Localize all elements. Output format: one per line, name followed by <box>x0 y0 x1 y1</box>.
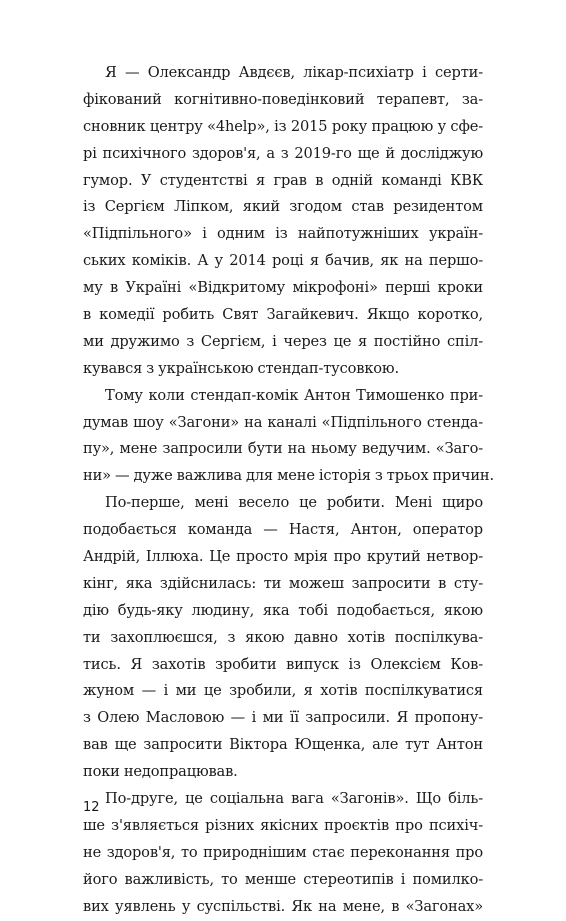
paragraph-line: не здоров'я, то природнішим стає переконання про <box>83 843 483 861</box>
paragraph-line: дію будь-яку людину, яка тобі подобається, якою <box>83 601 483 619</box>
paragraph-line: ських коміків. А у 2014 році я бачив, як на першо- <box>83 252 483 270</box>
paragraph-line: По-друге, це соціальна вага «Загонів». Що біль- <box>105 790 483 808</box>
paragraph-line: жуном — і ми це зробили, я хотів поспілкуватися <box>83 682 483 700</box>
paragraph-line: вих уявлень у суспільстві. Як на мене, в «Загонах» <box>83 897 483 915</box>
paragraph-line: кувався з українською стендап-тусовкою. <box>83 359 399 377</box>
body-text <box>83 60 494 921</box>
paragraph-line: Андрій, Іллюха. Це просто мрія про крутий нетвор- <box>83 548 483 566</box>
paragraph-line: його важливість, то менше стереотипів і помилко- <box>83 870 483 888</box>
paragraph-line: в комедії робить Свят Загайкевич. Якщо коротко, <box>83 306 483 324</box>
paragraph-line: кінг, яка здійснилась: ти можеш запросити в сту- <box>83 574 483 592</box>
paragraph-line: ше з'являється різних якісних проєктів про психіч- <box>83 816 483 834</box>
paragraph-line: поки недопрацював. <box>83 763 238 781</box>
paragraph-line: ти захоплюєшся, з якою давно хотів поспілкува- <box>83 628 483 646</box>
paragraph-line: подобається команда — Настя, Антон, оператор <box>83 521 483 539</box>
paragraph-line: По-перше, мені весело це робити. Мені щиро <box>105 494 483 512</box>
paragraph-line: пу», мене запросили бути на ньому ведучим. «Заго- <box>83 440 483 458</box>
paragraph-line: фікований когнітивно-поведінковий терапевт, за- <box>83 90 483 108</box>
paragraph-line: му в Україні «Відкритому мікрофоні» перші кроки <box>83 279 483 297</box>
paragraph-line: думав шоу «Загони» на каналі «Підпільного стенда- <box>83 413 483 431</box>
paragraph-line: Тому коли стендап-комік Антон Тимошенко при- <box>105 386 483 404</box>
paragraph-line: ми дружимо з Сергієм, і через це я постійно спіл- <box>83 332 483 350</box>
paragraph-line: «Підпільного» і одним із найпотужніших україн- <box>83 225 483 243</box>
paragraph-line: Я — Олександр Авдєєв, лікар-психіатр і серти- <box>105 64 483 81</box>
paragraph-line: сновник центру «4help», із 2015 року працюю у сфе- <box>83 117 483 135</box>
paragraph-line: рі психічного здоров'я, а з 2019-го ще й досліджую <box>83 144 483 162</box>
paragraph-line: з Олею Масловою — і ми її запросили. Я пропону- <box>83 709 483 727</box>
paragraph-line: гумор. У студентстві я грав в одній команді КВК <box>83 171 483 189</box>
paragraph-line: вав ще запросити Віктора Ющенка, але тут Антон <box>83 736 483 754</box>
paragraph-line: із Сергієм Ліпком, який згодом став резидентом <box>83 198 483 216</box>
paragraph-line: тись. Я захотів зробити випуск із Олексієм Ков- <box>83 655 483 673</box>
paragraph-line: ни» — дуже важлива для мене історія з трьох причин. <box>83 467 494 485</box>
page-number: 12 <box>83 800 100 815</box>
